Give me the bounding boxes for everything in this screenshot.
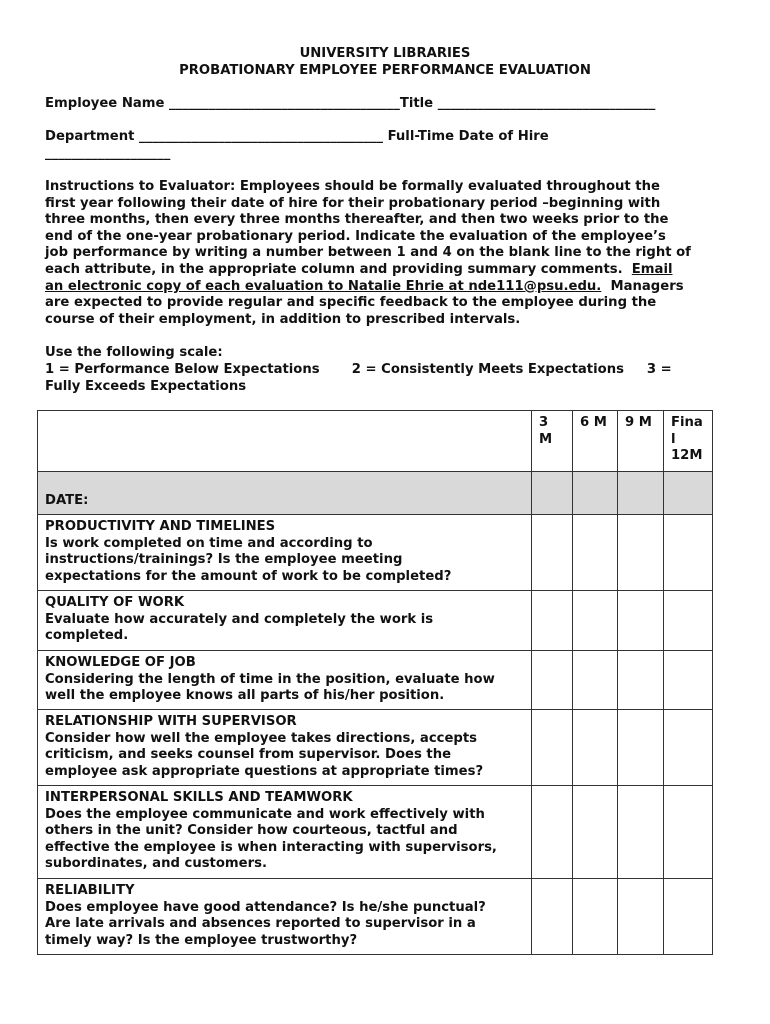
criterion-text: Considering the length of time in the position, evaluate how	[45, 671, 495, 687]
criterion-text: completed.	[45, 628, 129, 644]
rating-cell[interactable]	[664, 651, 713, 710]
criterion-knowledge	[38, 651, 532, 710]
rating-cell[interactable]	[573, 515, 618, 591]
table-header-row	[38, 411, 713, 472]
rating-cell[interactable]	[573, 591, 618, 651]
instruction-line: end of the one-year probationary period. Indicate the evaluation of the employee’s	[45, 228, 666, 244]
instruction-line	[45, 279, 735, 296]
criterion-text: Does employee have good attendance? Is he/she punctual?	[45, 899, 486, 915]
criterion-text: Does the employee communicate and work effectively with	[45, 806, 485, 822]
criterion-text: instructions/trainings? Is the employee meeting	[45, 552, 403, 568]
col-9m-header: 9 M	[618, 411, 664, 472]
rating-cell[interactable]	[618, 710, 664, 786]
col-6m-header: 6 M	[573, 411, 618, 472]
rating-cell[interactable]	[664, 515, 713, 591]
rating-cell[interactable]	[618, 879, 664, 955]
table-row	[38, 786, 713, 879]
scale-line-1: 1 = Performance Below Expectations 2 = Consistently Meets Expectations 3 =	[45, 362, 672, 377]
rating-cell[interactable]	[618, 786, 664, 879]
instruction-line: Instructions to Evaluator: Employees should be formally evaluated throughout the	[45, 179, 660, 194]
rating-cell[interactable]	[664, 786, 713, 879]
col-3m-header: 3 M	[532, 411, 573, 472]
rating-cell[interactable]	[532, 515, 573, 591]
rating-cell[interactable]	[532, 651, 573, 710]
employee-name-title-line[interactable]: Employee Name ___________________________________Title _________________________________	[45, 96, 656, 111]
criterion-text: well the employee knows all parts of his/her position.	[45, 688, 445, 704]
rating-cell[interactable]	[573, 879, 618, 955]
rating-cell[interactable]	[532, 879, 573, 955]
criterion-title: QUALITY OF WORK	[45, 595, 185, 610]
header-blank-cell	[38, 411, 532, 472]
date-label: DATE:	[38, 472, 532, 515]
date-row	[38, 472, 713, 515]
email-link-start[interactable]: Email	[631, 261, 673, 277]
criterion-title: RELIABILITY	[45, 883, 135, 898]
criterion-text: Are late arrivals and absences reported to supervisor in a	[45, 916, 476, 932]
rating-cell[interactable]	[532, 710, 573, 786]
department-hire-date-line[interactable]: Department _____________________________________ Full-Time Date of Hire	[45, 129, 549, 144]
scale-intro: Use the following scale:	[45, 345, 223, 360]
criterion-productivity	[38, 515, 532, 591]
table-row	[38, 515, 713, 591]
rating-cell[interactable]	[664, 879, 713, 955]
rating-cell[interactable]	[573, 710, 618, 786]
criterion-title: KNOWLEDGE OF JOB	[45, 655, 196, 670]
rating-cell[interactable]	[532, 786, 573, 879]
instruction-line: job performance by writing a number between 1 and 4 on the blank line to the right of	[45, 245, 691, 261]
criterion-text: expectations for the amount of work to be completed?	[45, 568, 452, 584]
criterion-quality	[38, 591, 532, 651]
criterion-reliability	[38, 879, 532, 955]
table-row	[38, 591, 713, 651]
rating-cell[interactable]	[664, 710, 713, 786]
criterion-text: effective the employee is when interacting with supervisors,	[45, 839, 497, 855]
instruction-line: three months, then every three months thereafter, and then two weeks prior to the	[45, 212, 669, 228]
date-cell-6m[interactable]	[573, 472, 618, 515]
rating-cell[interactable]	[573, 651, 618, 710]
table-row	[38, 651, 713, 710]
instruction-line	[45, 262, 735, 279]
instruction-text: Managers	[601, 278, 684, 294]
form-title: PROBATIONARY EMPLOYEE PERFORMANCE EVALUATION	[179, 63, 591, 78]
instruction-line: first year following their date of hire for their probationary period –beginning with	[45, 195, 661, 211]
date-cell-3m[interactable]	[532, 472, 573, 515]
criterion-text: subordinates, and customers.	[45, 856, 267, 872]
table-row	[38, 879, 713, 955]
criterion-text: employee ask appropriate questions at appropriate times?	[45, 763, 484, 779]
criterion-title: RELATIONSHIP WITH SUPERVISOR	[45, 714, 297, 729]
instruction-line: course of their employment, in addition to prescribed intervals.	[45, 311, 521, 327]
instructions	[45, 179, 735, 328]
criterion-text: others in the unit? Consider how courteous, tactful and	[45, 823, 458, 839]
rating-cell[interactable]	[664, 591, 713, 651]
criterion-text: Evaluate how accurately and completely the work is	[45, 611, 434, 627]
instruction-line: are expected to provide regular and specific feedback to the employee during the	[45, 295, 657, 311]
table-row	[38, 710, 713, 786]
org-title: UNIVERSITY LIBRARIES	[299, 46, 471, 61]
criterion-text: timely way? Is the employee trustworthy?	[45, 932, 358, 948]
rating-cell[interactable]	[618, 651, 664, 710]
hire-date-blank[interactable]: ___________________	[45, 146, 171, 161]
date-cell-9m[interactable]	[618, 472, 664, 515]
criterion-relationship	[38, 710, 532, 786]
criterion-text: Consider how well the employee takes directions, accepts	[45, 730, 477, 746]
rating-cell[interactable]	[573, 786, 618, 879]
rating-cell[interactable]	[618, 591, 664, 651]
email-link[interactable]: an electronic copy of each evaluation to Natalie Ehrie at nde111@psu.edu.	[45, 278, 602, 294]
criterion-title: PRODUCTIVITY AND TIMELINES	[45, 519, 276, 534]
criterion-interpersonal	[38, 786, 532, 879]
criterion-text: Is work completed on time and according to	[45, 535, 373, 551]
rating-cell[interactable]	[532, 591, 573, 651]
col-final-header: Fina l 12M	[664, 411, 713, 472]
criterion-text: criticism, and seeks counsel from supervisor. Does the	[45, 747, 452, 763]
evaluation-table	[37, 410, 713, 955]
scale-line-2: Fully Exceeds Expectations	[45, 379, 247, 394]
instruction-text: each attribute, in the appropriate column and providing summary comments.	[45, 261, 632, 277]
date-cell-final[interactable]	[664, 472, 713, 515]
rating-cell[interactable]	[618, 515, 664, 591]
criterion-title: INTERPERSONAL SKILLS AND TEAMWORK	[45, 790, 353, 805]
